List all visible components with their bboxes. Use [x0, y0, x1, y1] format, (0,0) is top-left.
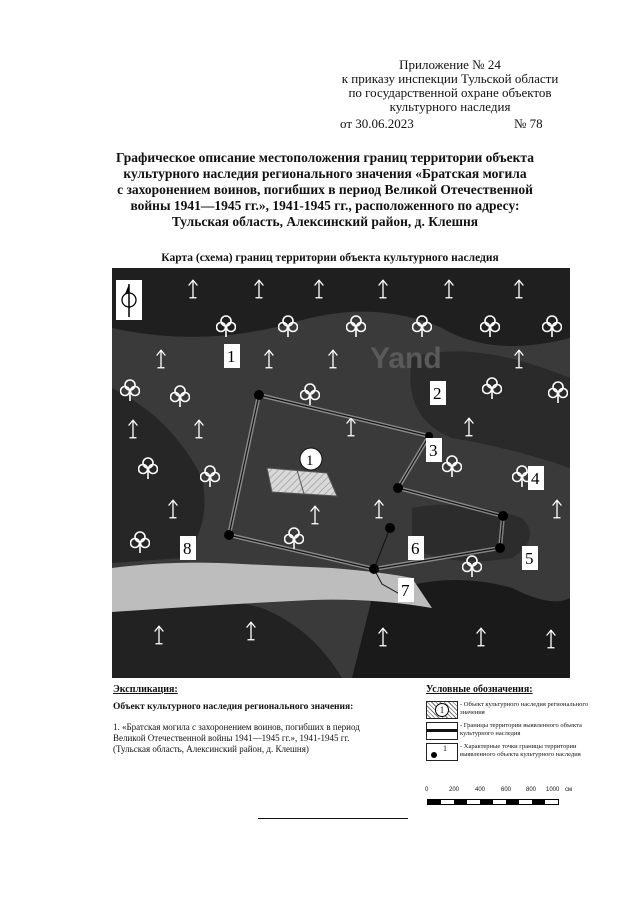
title-line: Тульская область, Алексинский район, д. Клешня — [171, 214, 479, 229]
explication-subheading: Объект культурного наследия регионального значения: — [113, 702, 354, 712]
legend-label: - Границы территории выявленного объекта культурного наследия — [460, 722, 582, 737]
point-label-5: 5 — [525, 549, 534, 568]
appendix-order-line: к приказу инспекции Тульской области — [341, 71, 559, 86]
north-arrow-icon — [116, 280, 142, 320]
legend-item-boundary — [426, 722, 586, 740]
legend-marker: 1 — [443, 744, 447, 753]
scale-tick: 400 — [475, 787, 486, 793]
title-line: культурного наследия регионального значения «Братская могила — [123, 166, 527, 181]
signature-line — [258, 818, 408, 819]
boundary-point — [393, 483, 403, 493]
scale-tick: 800 — [526, 787, 537, 793]
point-label-2: 2 — [433, 384, 442, 403]
legend-swatch-object — [426, 701, 458, 719]
legend-marker: 1 — [435, 703, 449, 717]
object-marker — [300, 448, 322, 470]
title-line: Графическое описание местоположения границ территории объекта — [116, 150, 534, 165]
explication-item-line: 1. «Братская могила с захоронением воинов, погибших в период — [113, 722, 360, 732]
scale-tick: 600 — [501, 787, 512, 793]
scale-bar — [425, 785, 575, 815]
point-label-3: 3 — [429, 441, 438, 460]
boundary-point — [224, 530, 234, 540]
scale-tick: 200 — [449, 787, 460, 793]
point-label-6: 6 — [411, 539, 420, 558]
scale-bar-ruler — [427, 799, 559, 805]
scale-tick: 0 — [425, 787, 429, 793]
point-label-1: 1 — [227, 347, 236, 366]
document-title — [90, 150, 560, 230]
legend-label: - Объект культурного наследия регионального значения — [460, 701, 589, 716]
explication-heading: Экспликация: — [113, 684, 178, 695]
boundary-point — [385, 523, 395, 533]
explication-item — [113, 722, 393, 755]
map-title: Карта (схема) границ территории объекта культурного наследия — [161, 252, 499, 264]
legend-swatch-boundary — [426, 722, 458, 740]
svg-text:1: 1 — [306, 453, 314, 469]
scale-tick: 1000 — [546, 787, 560, 793]
title-line: с захоронением воинов, погибших в период Великой Отечественной — [117, 182, 533, 197]
map-watermark: Yand — [370, 342, 442, 375]
point-dot-icon — [431, 752, 437, 758]
scale-unit: см — [565, 787, 573, 793]
legend-item-point — [426, 743, 586, 767]
title-line: войны 1941—1945 гг.», 1941-1945 гг., расположенного по адресу: — [130, 198, 520, 213]
legend-swatch-point — [426, 743, 458, 761]
point-label-8: 8 — [183, 539, 192, 558]
order-date: от 30.06.2023 — [340, 116, 414, 131]
legend-heading: Условные обозначения: — [426, 684, 533, 695]
order-number: № 78 — [514, 116, 543, 131]
boundary-map — [112, 268, 570, 678]
legend-item-object — [426, 701, 589, 719]
explication-item-line: Великой Отечественной войны 1941—1945 гг.», 1941-1945 гг. — [113, 733, 350, 743]
point-label-4: 4 — [531, 469, 540, 488]
point-label-7: 7 — [401, 581, 410, 600]
legend-label: - Характерные точки границы территории выявленного объекта культурного наследия — [460, 743, 581, 758]
appendix-order-line: по государственной охране объектов — [348, 85, 552, 100]
explication-item-line: (Тульская область, Алексинский район, д. Клешня) — [113, 744, 309, 754]
boundary-point — [495, 543, 505, 553]
appendix-number: Приложение № 24 — [399, 57, 501, 72]
boundary-point — [498, 511, 508, 521]
appendix-order-line: культурного наследия — [389, 99, 511, 114]
boundary-point — [369, 564, 379, 574]
boundary-point — [254, 390, 264, 400]
